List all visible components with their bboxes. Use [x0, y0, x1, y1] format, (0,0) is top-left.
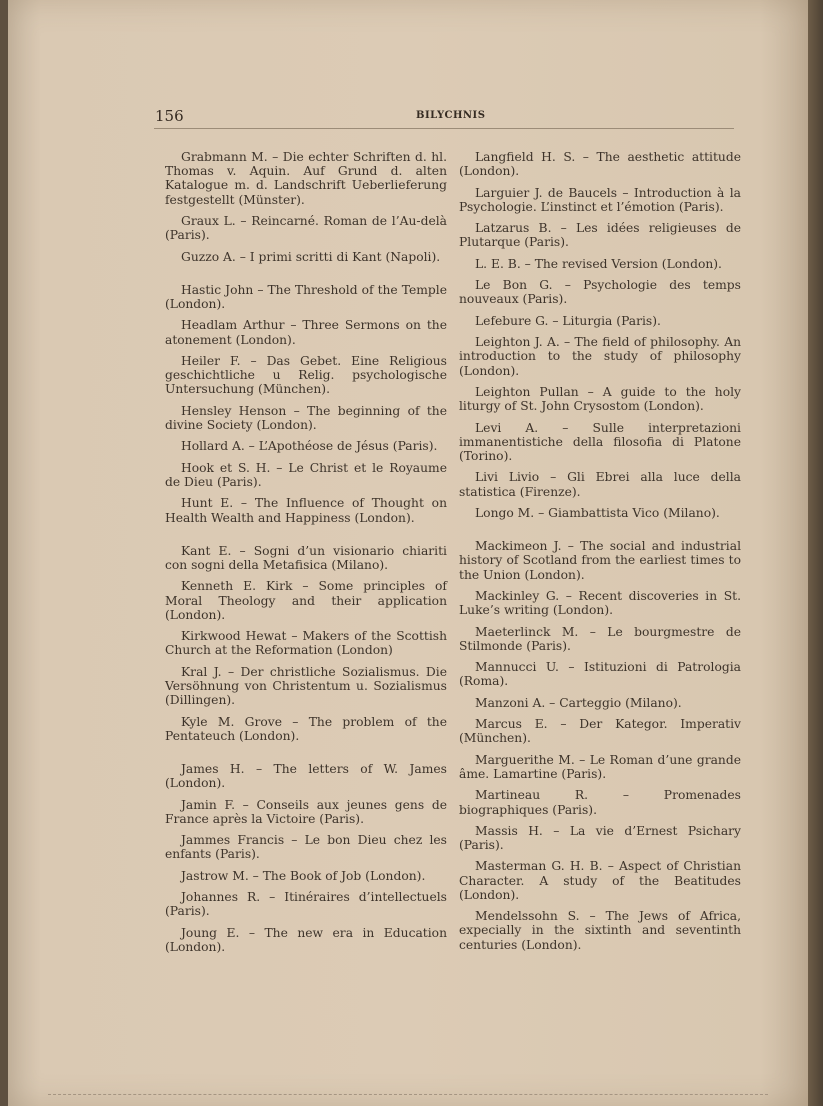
- left-column: [165, 150, 447, 961]
- bibliography-entry: Mackimeon J. – The social and industrial history of Scotland from the earliest times to the Union (London).: [459, 539, 741, 582]
- page-header: [154, 106, 734, 129]
- bibliography-entry: Hunt E. – The Influence of Thought on Health Wealth and Happiness (London).: [165, 496, 447, 525]
- bibliography-entry: Larguier J. de Baucels – Introduction à la Psychologie. L’instinct et l’émotion (Paris).: [459, 185, 741, 214]
- book-binding-edge: [808, 0, 823, 1106]
- page-bottom-edge: [48, 1094, 768, 1098]
- bibliography-entry: Marguerithe M. – Le Roman d’une grande âme. Lamartine (Paris).: [459, 752, 741, 781]
- bibliography-entry: Langfield H. S. – The aesthetic attitude (London).: [459, 150, 741, 179]
- bibliography-entry: Kirkwood Hewat – Makers of the Scottish Church at the Reformation (London): [165, 629, 447, 658]
- bibliography-entry: Mendelssohn S. – The Jews of Africa, expecially in the sixtinth and seventinth centuries (London).: [459, 909, 741, 952]
- bibliography-entry: Leighton J. A. – The field of philosophy. An introduction to the study of philosophy (London).: [459, 335, 741, 378]
- bibliography-entry: Hensley Henson – The beginning of the divine Society (London).: [165, 403, 447, 432]
- bibliography-entry: Hook et S. H. – Le Christ et le Royaume de Dieu (Paris).: [165, 460, 447, 489]
- bibliography-entry: Mannucci U. – Istituzioni di Patrologia (Roma).: [459, 660, 741, 689]
- bibliography-entry: Hastic John – The Threshold of the Temple (London).: [165, 282, 447, 311]
- bibliography-entry: Latzarus B. – Les idées religieuses de Plutarque (Paris).: [459, 221, 741, 250]
- bibliography-entry: James H. – The letters of W. James (London).: [165, 761, 447, 791]
- bibliography-entry: Guzzo A. – I primi scritti di Kant (Napoli).: [181, 249, 441, 264]
- bibliography-entry: Heiler F. – Das Gebet. Eine Religious geschichtliche u Relig. psychologische Untersuchung (München).: [165, 353, 447, 397]
- bibliography-entry: Lefebure G. – Liturgia (Paris).: [475, 313, 661, 328]
- bibliography-entry: Johannes R. – Itinéraires d’intellectuels (Paris).: [165, 890, 447, 919]
- bibliography-entry: Longo M. – Giambattista Vico (Milano).: [475, 505, 720, 520]
- bibliography-entry: Leighton Pullan – A guide to the holy liturgy of St. John Crysostom (London).: [459, 384, 741, 414]
- book-page: [8, 0, 808, 1106]
- bibliography-entry: Headlam Arthur – Three Sermons on the atonement (London).: [165, 318, 447, 347]
- bibliography-entry: Kyle M. Grove – The problem of the Pentateuch (London).: [165, 714, 447, 743]
- bibliography-entry: Jastrow M. – The Book of Job (London).: [181, 868, 426, 883]
- bibliography-entry: L. E. B. – The revised Version (London).: [475, 256, 722, 271]
- bibliography-entry: Maeterlinck M. – Le bourgmestre de Stilmonde (Paris).: [459, 624, 741, 653]
- bibliography-entry: Massis H. – La vie d’Ernest Psichary (Paris).: [459, 823, 741, 853]
- bibliography-entry: Grabmann M. – Die echter Schriften d. hl. Thomas v. Aquin. Auf Grund d. alten Katalogue m. d. Landschrift Ueberlieferung festgestellt (Münster).: [165, 150, 447, 207]
- bibliography-entry: Marcus E. – Der Kategor. Imperativ (München).: [459, 717, 741, 746]
- bibliography-entry: Le Bon G. – Psychologie des temps nouveaux (Paris).: [459, 278, 741, 307]
- bibliography-entry: Manzoni A. – Carteggio (Milano).: [475, 695, 682, 710]
- bibliography-entry: Hollard A. – L’Apothéose de Jésus (Paris).: [181, 439, 438, 454]
- bibliography-entry: Levi A. – Sulle interpretazioni immanentistiche della filosofia di Platone (Torino).: [459, 420, 741, 463]
- bibliography-entry: Martineau R. – Promenades biographiques (Paris).: [459, 788, 741, 817]
- bibliography-entry: Joung E. – The new era in Education (London).: [165, 925, 447, 954]
- page-number: 156: [155, 107, 184, 125]
- right-column: [459, 150, 741, 959]
- bibliography-entry: Livi Livio – Gli Ebrei alla luce della statistica (Firenze).: [459, 470, 741, 499]
- bibliography-entry: Kant E. – Sogni d’un visionario chiariti con sogni della Metafisica (Milano).: [165, 543, 447, 572]
- bibliography-entry: Kral J. – Der christliche Sozialismus. Die Versöhnung von Christentum u. Sozialismus (Dillingen).: [165, 664, 447, 708]
- bibliography-entry: Graux L. – Reincarné. Roman de l’Au-delà (Paris).: [165, 214, 447, 243]
- bibliography-entry: Masterman G. H. B. – Aspect of Christian Character. A study of the Beatitudes (London).: [459, 859, 741, 902]
- bibliography-entry: Mackinley G. – Recent discoveries in St. Luke’s writing (London).: [459, 588, 741, 618]
- bibliography-entry: Kenneth E. Kirk – Some principles of Moral Theology and their application (London).: [165, 579, 447, 622]
- journal-title: BILYCHNIS: [416, 110, 486, 121]
- bibliography-entry: Jamin F. – Conseils aux jeunes gens de France après la Victoire (Paris).: [165, 797, 447, 826]
- bibliography-entry: Jammes Francis – Le bon Dieu chez les enfants (Paris).: [165, 833, 447, 862]
